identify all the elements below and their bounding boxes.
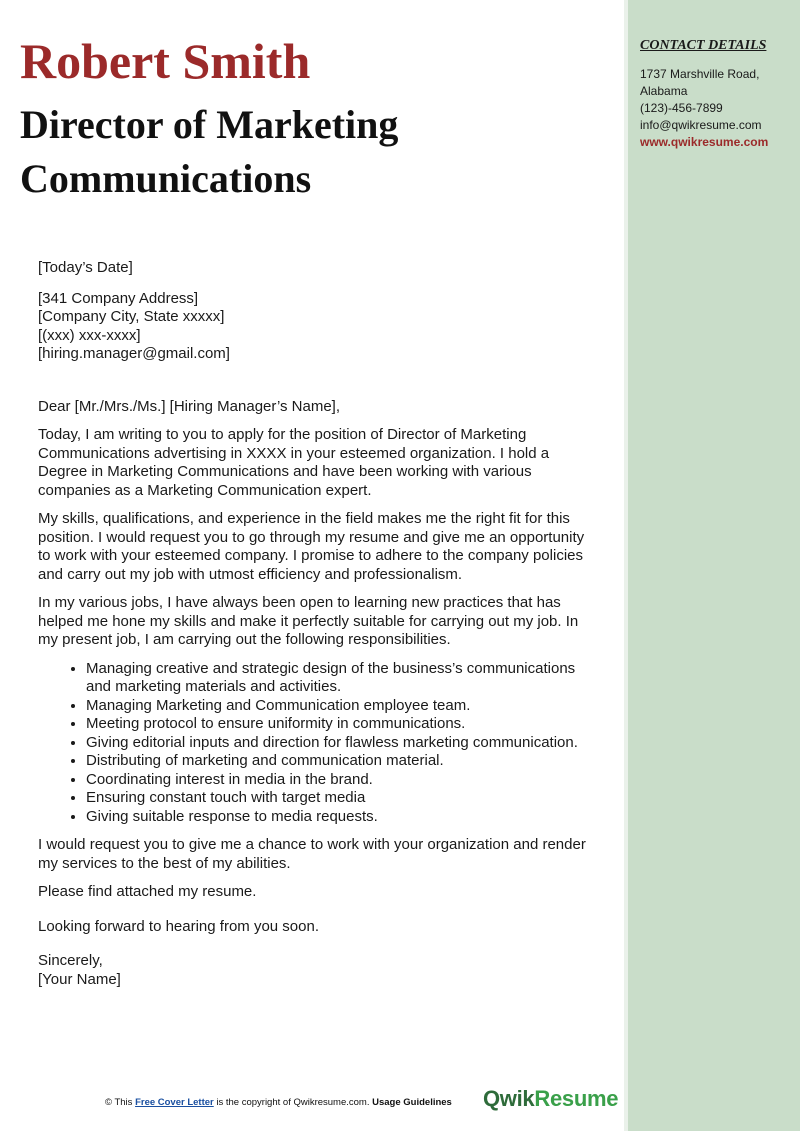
contact-phone: (123)-456-7899 <box>640 101 723 115</box>
free-cover-letter-link[interactable]: Free Cover Letter <box>135 1097 214 1108</box>
address-line: [(xxx) xxx-xxxx] <box>38 326 141 344</box>
list-item: • Giving suitable response to media requests. <box>86 808 598 827</box>
letter-date: [Today’s Date] <box>38 259 133 276</box>
sign-off: Sincerely, <box>38 952 103 969</box>
looking-forward-line: Looking forward to hearing from you soon. <box>38 917 319 935</box>
footer-copyright-text: is the copyright of Qwikresume.com. <box>216 1097 370 1108</box>
attachment-note: Please find attached my resume. <box>38 883 257 900</box>
usage-guidelines-link[interactable]: Usage Guidelines <box>372 1097 452 1108</box>
contact-details-heading: CONTACT DETAILS <box>640 38 767 53</box>
cover-letter-body <box>38 259 598 989</box>
logo-resume: Resume <box>534 1086 619 1111</box>
applicant-name: Robert Smith <box>20 33 311 89</box>
address-line: [Company City, State xxxxx] <box>38 308 225 325</box>
job-title: Director of Marketing Communications <box>20 102 399 201</box>
contact-address-line2: Alabama <box>640 84 688 98</box>
letter-greeting: Dear [Mr./Mrs./Ms.] [Hiring Manager’s Name], <box>38 397 341 415</box>
body-paragraph: My skills, qualifications, and experience in the field makes me the right fit for this position. I would request you to go through my resume and give me an opportunity to work with your esteemed company. I promise to adhere to the company policies and carry out my job with utmost efficiency and professionalism. <box>38 510 585 583</box>
logo-qwik: Qwik <box>483 1086 535 1111</box>
list-item: • Giving editorial inputs and direction for flawless marketing communication. <box>86 734 598 753</box>
qwikresume-logo <box>483 1086 618 1112</box>
contact-block <box>640 66 768 151</box>
recipient-address <box>38 290 598 364</box>
copyright-icon: © <box>105 1097 112 1108</box>
body-paragraph: In my various jobs, I have always been open to learning new practices that has helped me hone my skills and make it perfectly suitable for carrying out my job. In my present job, I am carrying out the following responsibilities. <box>38 594 579 648</box>
list-item: • Meeting protocol to ensure uniformity in communications. <box>86 715 598 734</box>
footer-this: This <box>114 1097 133 1108</box>
signature-name: [Your Name] <box>38 970 121 988</box>
list-item: • Ensuring constant touch with target media <box>86 789 598 808</box>
list-item: • Managing creative and strategic design of the business’s communications and marketing materials and activities. <box>86 660 598 697</box>
contact-email[interactable]: info@qwikresume.com <box>640 118 762 132</box>
address-line: [341 Company Address] <box>38 289 199 307</box>
copyright-footer <box>105 1097 452 1108</box>
closing-paragraph: I would request you to give me a chance to work with your organization and render my services to the best of my abilities. <box>38 836 586 872</box>
list-item: • Coordinating interest in media in the brand. <box>86 771 598 790</box>
body-paragraph: Today, I am writing to you to apply for the position of Director of Marketing Communications advertising in XXXX in your esteemed organization. I hold a Degree in Marketing Communications and have been working with various companies as a Marketing Communication expert. <box>38 426 550 499</box>
contact-sidebar <box>624 0 800 1131</box>
address-line: [hiring.manager@gmail.com] <box>38 345 230 362</box>
contact-address-line1: 1737 Marshville Road, <box>640 67 760 81</box>
list-item: • Distributing of marketing and communication material. <box>86 752 598 771</box>
responsibilities-list <box>38 660 598 827</box>
contact-website[interactable]: www.qwikresume.com <box>640 135 769 149</box>
list-item: • Managing Marketing and Communication employee team. <box>86 697 598 716</box>
